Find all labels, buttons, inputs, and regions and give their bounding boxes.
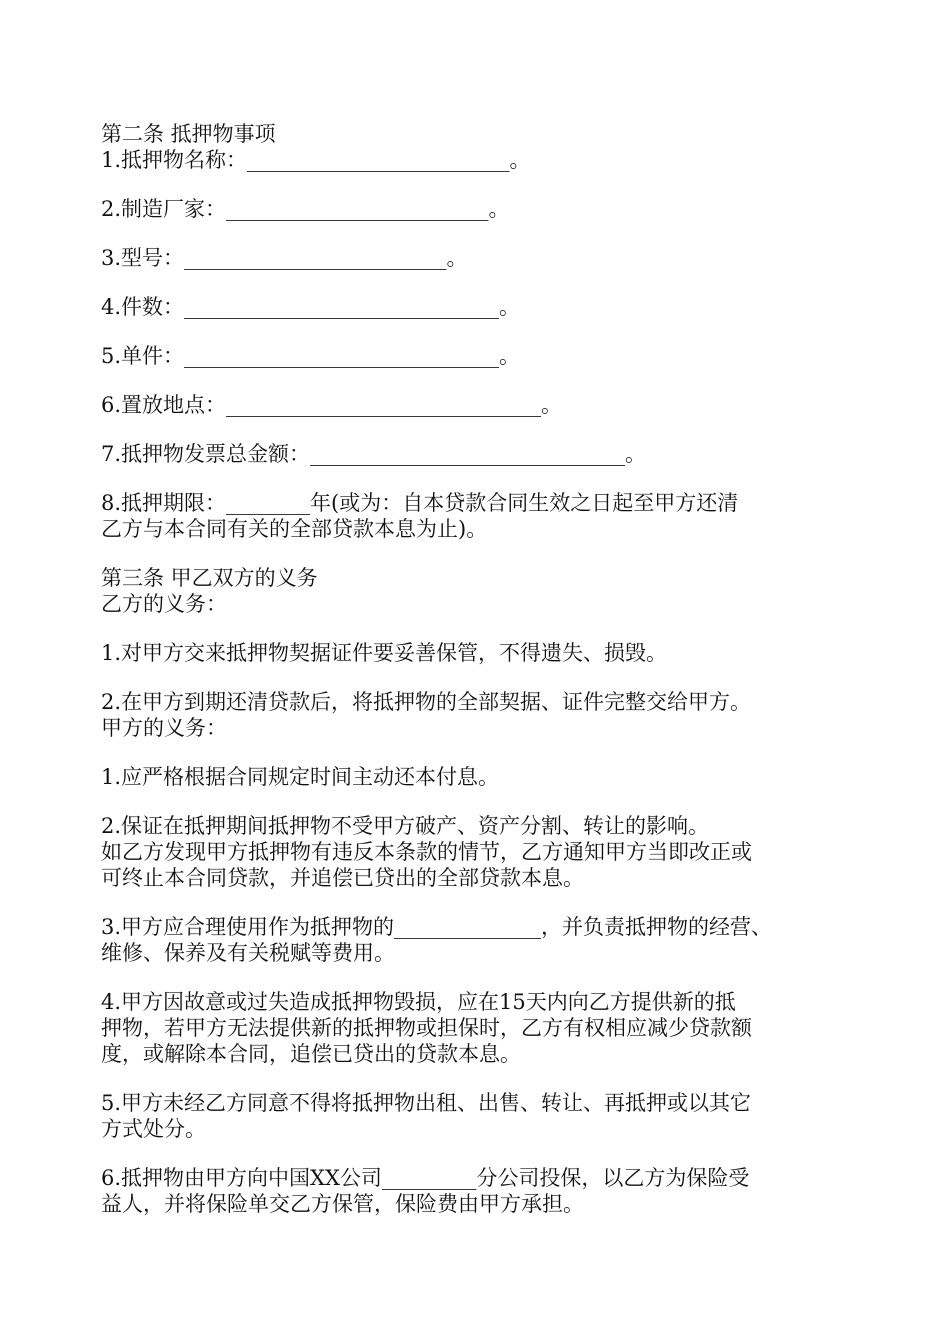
party-a-obligation-6-line-2: 益人，并将保险单交乙方保管，保险费由甲方承担。 (101, 1192, 584, 1216)
party-a-obligation-2-line-2: 如乙方发现甲方抵押物有违反本条款的情节，乙方通知甲方当即改正或 (101, 840, 752, 864)
document-page (101, 121, 871, 1217)
item-model: 3.型号：_________________________。 (101, 246, 468, 270)
party-a-obligations-heading: 甲方的义务： (101, 716, 227, 740)
item-unit: 5.单件：______________________________。 (101, 344, 521, 368)
item-invoice-amount: 7.抵押物发票总金额：______________________________。 (101, 442, 647, 466)
party-b-obligation-1: 1.对甲方交来抵押物契据证件要妥善保管，不得遗失、损毁。 (101, 641, 668, 665)
party-a-obligation-4-line-2: 押物，若甲方无法提供新的抵押物或担保时，乙方有权相应减少贷款额 (101, 1016, 752, 1040)
item-term-line-2: 乙方与本合同有关的全部贷款本息为止)。 (101, 517, 488, 541)
party-b-obligations-heading: 乙方的义务： (101, 592, 227, 616)
party-a-obligation-5-line-2: 方式处分。 (101, 1117, 206, 1141)
item-quantity: 4.件数：______________________________。 (101, 295, 521, 319)
party-a-obligation-5-line-1: 5.甲方未经乙方同意不得将抵押物出租、出售、转让、再抵押或以其它 (101, 1091, 752, 1115)
article-2-heading: 第二条 抵押物事项 (101, 122, 276, 146)
party-a-obligation-3-line-2: 维修、保养及有关税赋等费用。 (101, 941, 395, 965)
party-b-obligation-2: 2.在甲方到期还清贷款后，将抵押物的全部契据、证件完整交给甲方。 (101, 690, 752, 714)
party-a-obligation-4-line-3: 度，或解除本合同，追偿已贷出的贷款本息。 (101, 1042, 521, 1066)
party-a-obligation-2-line-3: 可终止本合同贷款，并追偿已贷出的全部贷款本息。 (101, 866, 584, 890)
party-a-obligation-1: 1.应严格根据合同规定时间主动还本付息。 (101, 765, 500, 789)
article-3-heading: 第三条 甲乙双方的义务 (101, 566, 318, 590)
item-collateral-name: 1.抵押物名称：_________________________。 (101, 148, 531, 172)
item-manufacturer: 2.制造厂家：_________________________。 (101, 197, 510, 221)
party-a-obligation-6-line-1: 6.抵押物由甲方向中国XX公司_________分公司投保，以乙方为保险受 (101, 1166, 750, 1190)
party-a-obligation-3-line-1: 3.甲方应合理使用作为抵押物的______________，并负责抵押物的经营、 (101, 915, 773, 939)
item-term-line-1: 8.抵押期限：________年(或为：自本贷款合同生效之日起至甲方还清 (101, 491, 739, 515)
party-a-obligation-2-line-1: 2.保证在抵押期间抵押物不受甲方破产、资产分割、转让的影响。 (101, 814, 710, 838)
item-location: 6.置放地点：______________________________。 (101, 393, 563, 417)
party-a-obligation-4-line-1: 4.甲方因故意或过失造成抵押物毁损，应在15天内向乙方提供新的抵 (101, 990, 736, 1014)
